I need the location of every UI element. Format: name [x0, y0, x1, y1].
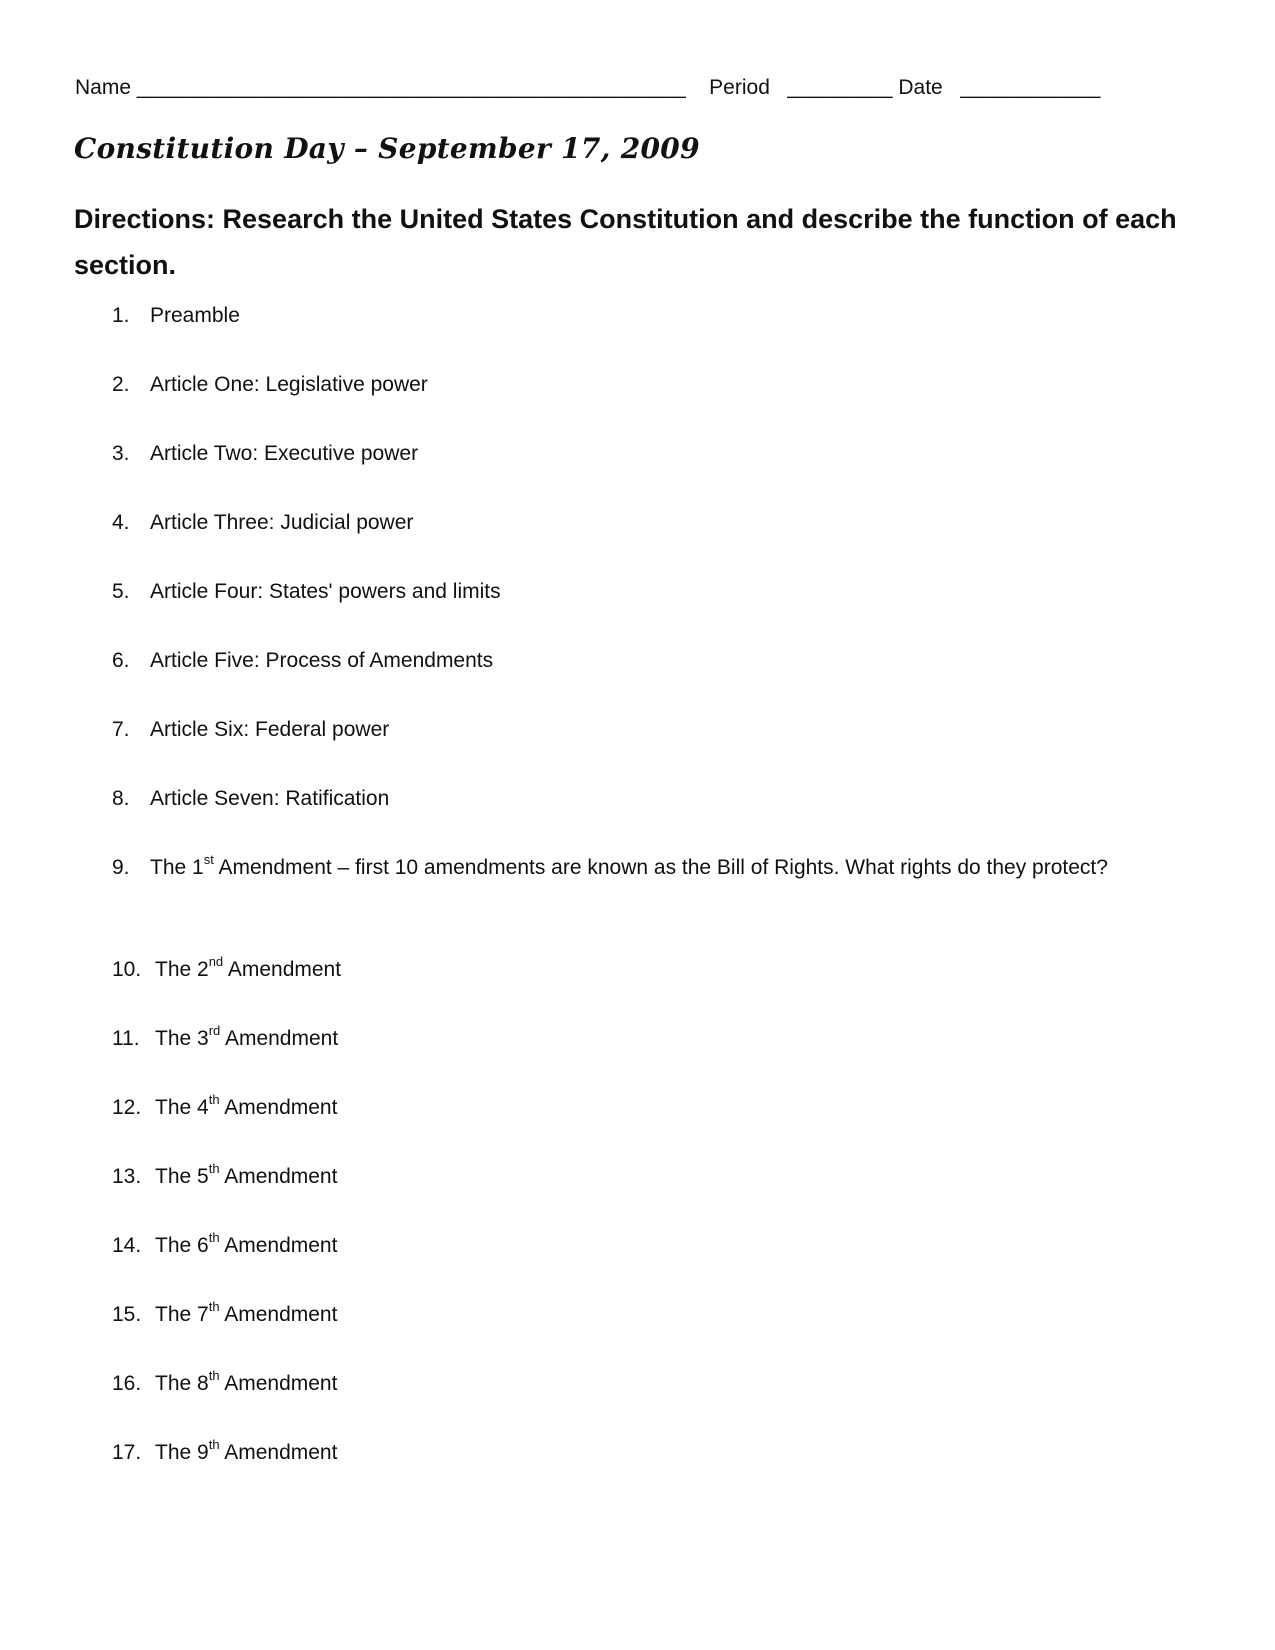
item-text [155, 1229, 1135, 1263]
ordinal-suffix: rd [208, 1023, 221, 1038]
ordinal-suffix: nd [208, 954, 224, 969]
item-number: 9. [112, 856, 130, 879]
ordinal-suffix: th [208, 1368, 220, 1383]
item-number: 5. [112, 580, 130, 603]
page-title: Constitution Day – September 17, 2009 [74, 132, 700, 165]
item-text-end: Amendment [219, 1234, 338, 1257]
item-text: Article Two: Executive power [150, 442, 419, 465]
item-text-end: Amendment [223, 958, 342, 981]
item-text [150, 851, 1130, 885]
item-number: 12. [112, 1096, 142, 1119]
ordinal-suffix: th [208, 1092, 220, 1107]
item-number: 16. [112, 1372, 142, 1395]
item-text-start: The 7 [155, 1303, 209, 1326]
date-blank: ____________ [960, 76, 1101, 99]
item-text-start: The 6 [155, 1234, 209, 1257]
ordinal-suffix: th [208, 1161, 220, 1176]
item-text: Article Six: Federal power [150, 718, 390, 741]
ordinal-suffix: th [208, 1299, 220, 1314]
item-text: Article Five: Process of Amendments [150, 649, 494, 672]
item-text-end: Amendment [219, 1165, 338, 1188]
ordinal-suffix: th [208, 1437, 220, 1452]
period-label: Period [709, 76, 770, 99]
item-text: Article Three: Judicial power [150, 511, 414, 534]
item-text-start: The 9 [155, 1441, 209, 1464]
item-text: Article One: Legislative power [150, 373, 428, 396]
item-number: 10. [112, 958, 142, 981]
item-number: 15. [112, 1303, 142, 1326]
ordinal-suffix: st [203, 852, 214, 867]
item-text: Preamble [150, 304, 240, 327]
period-blank: _________ [787, 76, 893, 99]
item-text [155, 1367, 1135, 1401]
item-text [155, 1436, 1135, 1470]
item-text-start: The 5 [155, 1165, 209, 1188]
student-info-line [75, 74, 1100, 102]
item-text-end: Amendment [219, 1441, 338, 1464]
item-text-start: The 1 [150, 856, 204, 879]
item-text-start: The 2 [155, 958, 209, 981]
item-text-end: Amendment [220, 1027, 339, 1050]
item-number: 14. [112, 1234, 142, 1257]
name-label: Name [75, 76, 132, 99]
item-text [155, 953, 1135, 987]
date-label: Date [898, 76, 943, 99]
item-text-end: Amendment [219, 1303, 338, 1326]
directions-text: Directions: Research the United States Constitution and describe the function of each section. [74, 204, 1177, 280]
item-number: 1. [112, 304, 130, 327]
item-number: 17. [112, 1441, 142, 1464]
name-blank: _______________________________________________ [136, 76, 686, 99]
item-number: 13. [112, 1165, 142, 1188]
item-text [155, 1022, 1135, 1056]
ordinal-suffix: th [208, 1230, 220, 1245]
item-text: Article Four: States' powers and limits [150, 580, 501, 603]
item-text-start: The 8 [155, 1372, 209, 1395]
item-text-start: The 3 [155, 1027, 209, 1050]
item-text-start: The 4 [155, 1096, 209, 1119]
item-number: 6. [112, 649, 130, 672]
item-text [155, 1298, 1135, 1332]
item-number: 4. [112, 511, 130, 534]
item-number: 11. [112, 1027, 140, 1050]
item-text-end: Amendment [219, 1372, 338, 1395]
item-number: 3. [112, 442, 130, 465]
item-text: Article Seven: Ratification [150, 787, 390, 810]
item-text [155, 1091, 1135, 1125]
item-text-end: Amendment – first 10 amendments are known as the Bill of Rights. What rights do they protect? [213, 856, 1108, 879]
item-number: 8. [112, 787, 130, 810]
item-text [155, 1160, 1135, 1194]
item-text-end: Amendment [219, 1096, 338, 1119]
item-number: 2. [112, 373, 130, 396]
item-number: 7. [112, 718, 130, 741]
